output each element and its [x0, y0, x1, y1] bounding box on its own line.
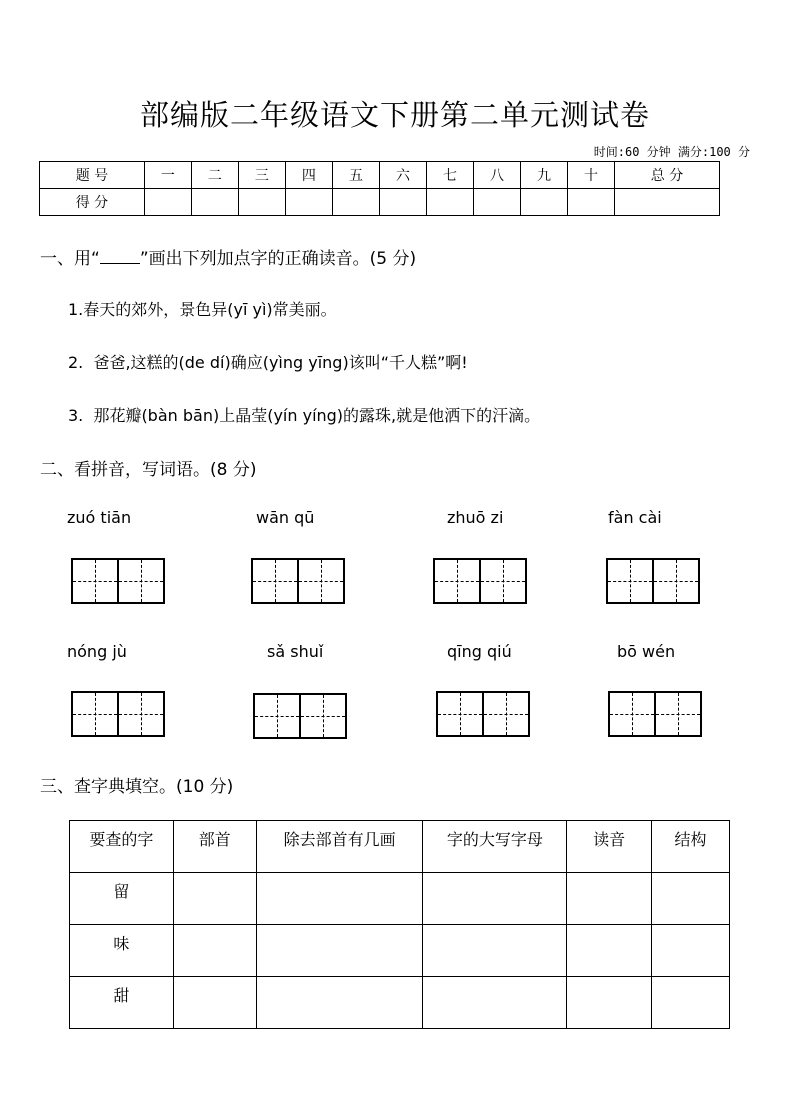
answer-cell[interactable]	[567, 977, 652, 1029]
answer-cell[interactable]	[173, 873, 256, 925]
table-row	[70, 977, 730, 1029]
score-cell[interactable]	[379, 189, 426, 216]
score-table	[39, 161, 720, 216]
table-row	[70, 925, 730, 977]
tianzige-cell[interactable]	[73, 560, 117, 602]
pinyin-label: zhuō zi	[447, 508, 504, 527]
answer-cell[interactable]	[256, 925, 423, 977]
score-col: 八	[473, 162, 520, 189]
pinyin-label: fàn cài	[608, 508, 662, 527]
tianzige-cell[interactable]	[610, 693, 654, 735]
dict-header: 结构	[652, 821, 730, 873]
score-col-total: 总 分	[615, 162, 720, 189]
score-header-row	[40, 162, 720, 189]
score-cell[interactable]	[521, 189, 568, 216]
score-col: 五	[332, 162, 379, 189]
section2-heading: 二、看拼音，写词语。(8 分)	[40, 460, 257, 480]
dictionary-table	[69, 820, 730, 1029]
tianzige-cell[interactable]	[435, 560, 479, 602]
dict-header: 除去部首有几画	[256, 821, 423, 873]
writing-grid[interactable]	[608, 691, 702, 737]
answer-cell[interactable]	[173, 977, 256, 1029]
score-col: 一	[144, 162, 191, 189]
tianzige-cell[interactable]	[117, 560, 163, 602]
answer-cell[interactable]	[652, 873, 730, 925]
score-col: 二	[191, 162, 238, 189]
tianzige-cell[interactable]	[479, 560, 525, 602]
score-col: 三	[238, 162, 285, 189]
writing-grid[interactable]	[253, 693, 347, 739]
exam-meta: 时间:60 分钟 满分:100 分	[593, 145, 750, 159]
section1-heading-prefix: 一、用“	[40, 249, 100, 269]
dict-header: 读音	[567, 821, 652, 873]
answer-cell[interactable]	[567, 873, 652, 925]
tianzige-cell[interactable]	[299, 695, 345, 737]
writing-grid[interactable]	[71, 691, 165, 737]
tianzige-cell[interactable]	[482, 693, 528, 735]
pinyin-label: bō wén	[617, 642, 676, 661]
tianzige-cell[interactable]	[652, 560, 698, 602]
score-col: 九	[521, 162, 568, 189]
answer-cell[interactable]	[423, 925, 567, 977]
writing-grid[interactable]	[433, 558, 527, 604]
score-row-label: 题 号	[40, 162, 145, 189]
pinyin-label: sǎ shuǐ	[267, 642, 324, 661]
question-2: 2. 爸爸,这糕的(de dí)确应(yìng yīng)该叫“千人糕”啊!	[68, 353, 468, 372]
question-1: 1.春天的郊外，景色异(yī yì)常美丽。	[68, 300, 337, 319]
section3-heading: 三、查字典填空。(10 分)	[40, 777, 234, 797]
table-row	[70, 873, 730, 925]
dict-header: 字的大写字母	[423, 821, 567, 873]
page-title: 部编版二年级语文下册第二单元测试卷	[139, 98, 650, 132]
score-col: 七	[426, 162, 473, 189]
answer-cell[interactable]	[173, 925, 256, 977]
tianzige-cell[interactable]	[297, 560, 343, 602]
score-cell[interactable]	[473, 189, 520, 216]
tianzige-cell[interactable]	[438, 693, 482, 735]
dict-character: 留	[70, 873, 174, 925]
tianzige-cell[interactable]	[117, 693, 163, 735]
tianzige-cell[interactable]	[255, 695, 299, 737]
question-3: 3. 那花瓣(bàn bān)上晶莹(yín yíng)的露珠,就是他洒下的汗滴。	[68, 406, 541, 425]
answer-cell[interactable]	[652, 925, 730, 977]
tianzige-cell[interactable]	[73, 693, 117, 735]
dict-header: 部首	[173, 821, 256, 873]
answer-cell[interactable]	[256, 977, 423, 1029]
answer-cell[interactable]	[423, 977, 567, 1029]
writing-grid[interactable]	[71, 558, 165, 604]
score-col: 六	[379, 162, 426, 189]
score-cell[interactable]	[568, 189, 615, 216]
pinyin-label: wān qū	[256, 508, 315, 527]
writing-grid[interactable]	[436, 691, 530, 737]
dictionary-header-row	[70, 821, 730, 873]
dict-character: 味	[70, 925, 174, 977]
answer-cell[interactable]	[423, 873, 567, 925]
section1-heading	[40, 244, 416, 269]
section1-heading-suffix: ”画出下列加点字的正确读音。(5 分)	[139, 249, 417, 269]
score-value-row	[40, 189, 720, 216]
answer-cell[interactable]	[256, 873, 423, 925]
dict-header: 要查的字	[70, 821, 174, 873]
tianzige-cell[interactable]	[608, 560, 652, 602]
score-cell[interactable]	[615, 189, 720, 216]
score-col: 四	[285, 162, 332, 189]
writing-grid[interactable]	[606, 558, 700, 604]
score-cell[interactable]	[426, 189, 473, 216]
answer-cell[interactable]	[567, 925, 652, 977]
pinyin-label: qīng qiú	[447, 642, 512, 661]
score-col: 十	[568, 162, 615, 189]
tianzige-cell[interactable]	[654, 693, 700, 735]
dict-character: 甜	[70, 977, 174, 1029]
score-cell[interactable]	[191, 189, 238, 216]
writing-grid[interactable]	[251, 558, 345, 604]
answer-cell[interactable]	[652, 977, 730, 1029]
score-cell[interactable]	[332, 189, 379, 216]
score-cell[interactable]	[285, 189, 332, 216]
tianzige-cell[interactable]	[253, 560, 297, 602]
score-cell[interactable]	[238, 189, 285, 216]
pinyin-label: nóng jù	[67, 642, 127, 661]
pinyin-label: zuó tiān	[67, 508, 132, 527]
score-row-label: 得 分	[40, 189, 145, 216]
score-cell[interactable]	[144, 189, 191, 216]
underline-blank	[100, 249, 140, 264]
